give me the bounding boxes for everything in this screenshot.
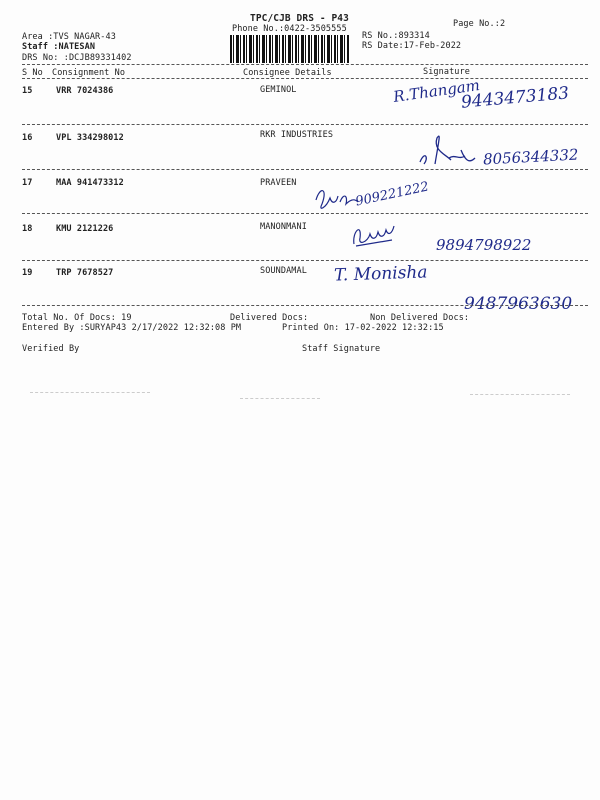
signature-phone: 8056344332 bbox=[482, 145, 579, 169]
col-header-consignee: Consignee Details bbox=[243, 68, 332, 78]
rs-number: RS No.:893314 bbox=[362, 31, 430, 41]
divider bbox=[22, 305, 588, 306]
printed-on: Printed On: 17-02-2022 12:32:15 bbox=[282, 323, 444, 333]
rs-date: RS Date:17-Feb-2022 bbox=[362, 41, 462, 51]
row-consignment: TRP 7678527 bbox=[56, 268, 114, 278]
row-consignment: KMU 2121226 bbox=[56, 224, 114, 234]
divider bbox=[22, 213, 588, 214]
row-consignee: SOUNDAMAL bbox=[260, 266, 307, 276]
row-sno: 15 bbox=[22, 86, 33, 96]
row-consignment: MAA 941473312 bbox=[56, 178, 124, 188]
signature-phone: 9487963630 bbox=[464, 294, 573, 314]
row-sno: 17 bbox=[22, 178, 33, 188]
area-label: Area :TVS NAGAR-43 bbox=[22, 32, 116, 42]
scan-artifact bbox=[30, 392, 150, 393]
divider bbox=[22, 78, 588, 79]
row-consignee: MANONMANI bbox=[260, 222, 307, 232]
staff-label: Staff :NATESAN bbox=[22, 42, 96, 52]
row-consignment: VPL 334298012 bbox=[56, 133, 124, 143]
row-consignee: RKR INDUSTRIES bbox=[260, 130, 334, 140]
col-header-signature: Signature bbox=[423, 67, 470, 77]
non-delivered-docs: Non Delivered Docs: bbox=[370, 313, 470, 323]
signature-phone: 909221222 bbox=[354, 179, 431, 210]
row-sno: 16 bbox=[22, 133, 33, 143]
row-consignment: VRR 7024386 bbox=[56, 86, 114, 96]
divider bbox=[22, 64, 588, 65]
scan-artifact bbox=[470, 394, 570, 395]
row-sno: 19 bbox=[22, 268, 33, 278]
scan-artifact bbox=[240, 398, 320, 399]
row-sno: 18 bbox=[22, 224, 33, 234]
signature-phone: 9894798922 bbox=[436, 236, 532, 254]
page-number: Page No.:2 bbox=[453, 19, 506, 29]
divider bbox=[22, 169, 588, 170]
row-consignee: GEMINOL bbox=[260, 85, 297, 95]
entered-by: Entered By :SURYAP43 2/17/2022 12:32:08 PM bbox=[22, 323, 242, 333]
signature-name: R.Thangam bbox=[392, 76, 481, 106]
col-header-consignment: Consignment No bbox=[52, 68, 126, 78]
signature-name: T. Monisha bbox=[333, 262, 428, 286]
col-header-sno: S No bbox=[22, 68, 43, 78]
staff-signature: Staff Signature bbox=[302, 344, 381, 354]
drs-number: DRS No: :DCJB89331402 bbox=[22, 53, 132, 63]
verified-by: Verified By bbox=[22, 344, 80, 354]
divider bbox=[22, 260, 588, 261]
delivered-docs: Delivered Docs: bbox=[230, 313, 309, 323]
divider bbox=[22, 124, 588, 125]
barcode bbox=[230, 35, 350, 63]
signature-phone: 9443473183 bbox=[460, 83, 570, 113]
signature-scribble bbox=[348, 214, 398, 250]
phone-number: Phone No.:0422-3505555 bbox=[232, 24, 347, 34]
total-docs: Total No. Of Docs: 19 bbox=[22, 313, 132, 323]
document-title: TPC/CJB DRS - P43 bbox=[250, 13, 349, 24]
row-consignee: PRAVEEN bbox=[260, 178, 297, 188]
